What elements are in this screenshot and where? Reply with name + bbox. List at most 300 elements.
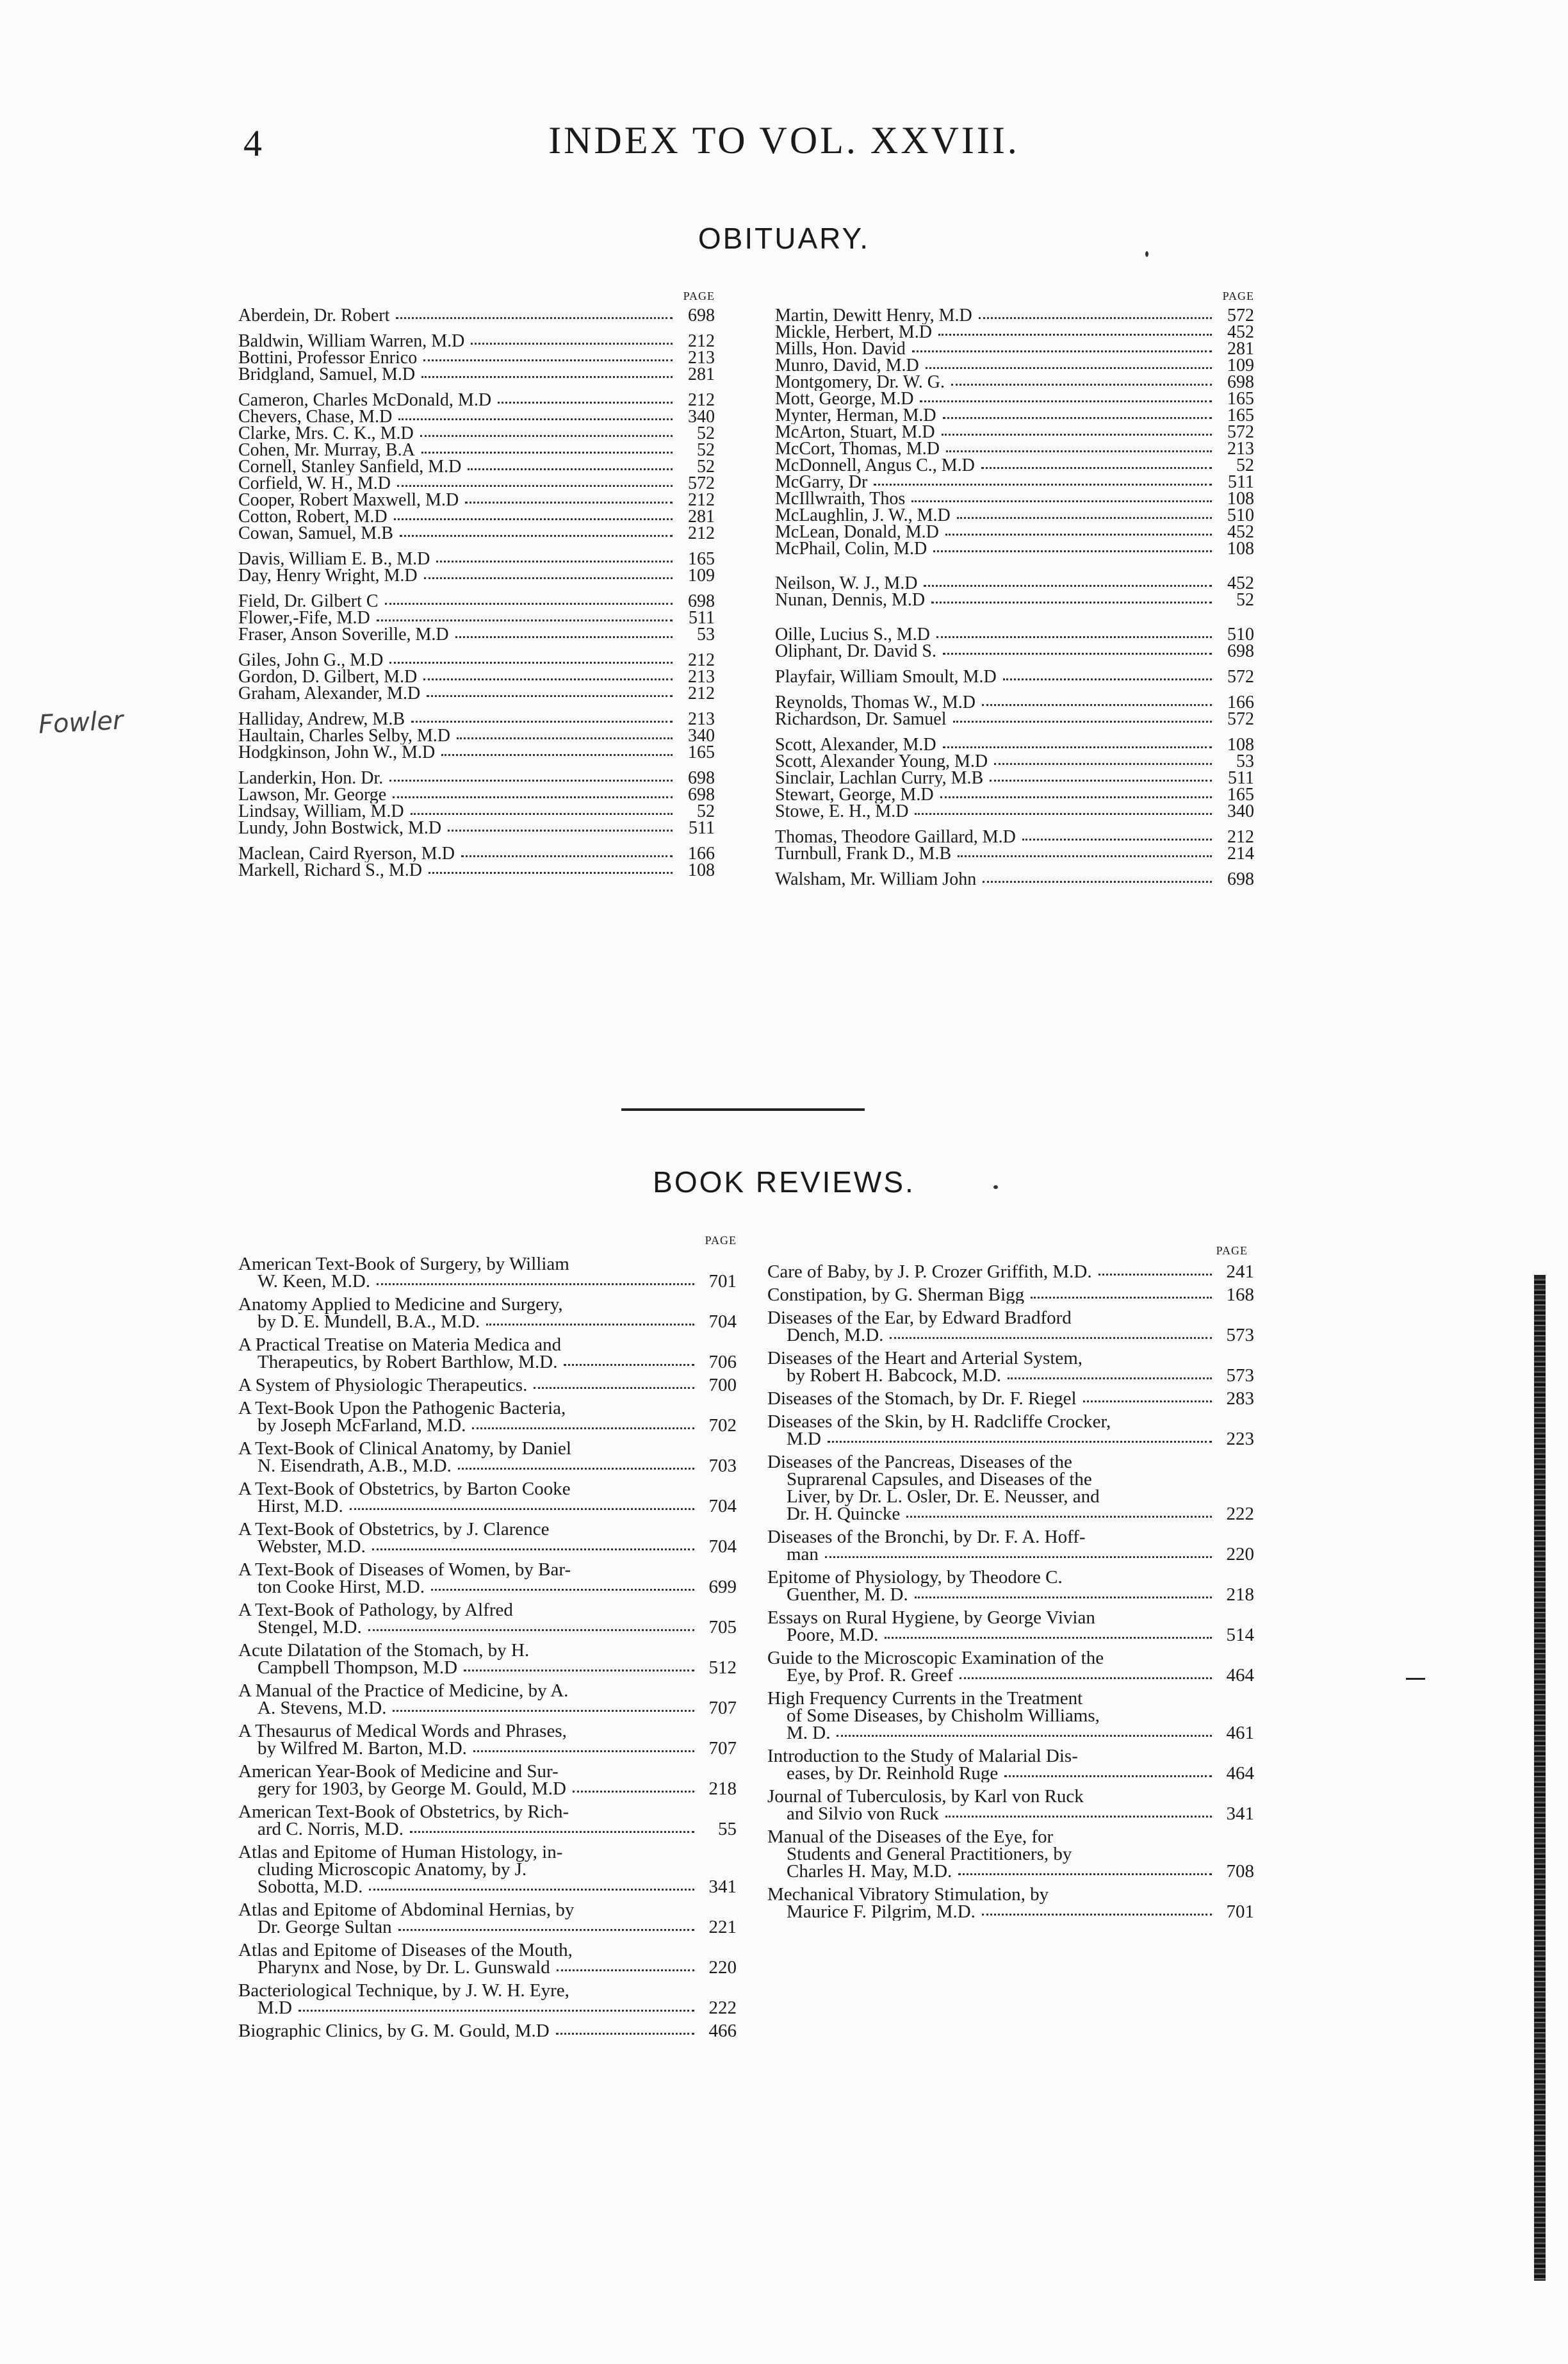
dot-leader xyxy=(1004,1775,1212,1777)
obituary-name: Richardson, Dr. Samuel xyxy=(775,711,947,728)
dot-leader xyxy=(837,1735,1212,1737)
review-line-last xyxy=(767,1546,1254,1563)
obituary-name: Cohen, Mr. Murray, B.A xyxy=(238,442,415,459)
running-head: INDEX TO VOL. XXVIII. xyxy=(548,119,1020,161)
review-entry xyxy=(767,1569,1254,1604)
review-page: 514 xyxy=(1226,1625,1254,1644)
obituary-entry xyxy=(238,551,715,568)
review-entry xyxy=(238,1296,737,1331)
obituary-entry xyxy=(775,357,1254,374)
obituary-page: 511 xyxy=(689,610,715,627)
obituary-entry xyxy=(775,474,1254,491)
obituary-entry xyxy=(775,324,1254,341)
dot-leader xyxy=(429,871,673,874)
obituary-name: Corfield, W. H., M.D xyxy=(238,475,391,492)
review-line: by Joseph McFarland, M.D. xyxy=(257,1415,466,1434)
obituary-entry xyxy=(238,308,715,324)
obituary-name: Lundy, John Bostwick, M.D xyxy=(238,820,442,837)
review-line: of Some Diseases, by Chisholm Williams, xyxy=(787,1705,1100,1726)
review-page: 220 xyxy=(1226,1544,1254,1563)
obituary-entry xyxy=(238,350,715,366)
obituary-name: Walsham, Mr. William John xyxy=(775,871,977,888)
review-line: A Thesaurus of Medical Words and Phrases, xyxy=(238,1723,567,1741)
review-line: Webster, M.D. xyxy=(257,1536,366,1555)
review-entry xyxy=(238,1521,737,1555)
review-page: 168 xyxy=(1226,1286,1254,1304)
obituary-page: 213 xyxy=(688,669,715,685)
obituary-name: McPhail, Colin, M.D xyxy=(775,541,927,557)
review-line: A Text-Book of Pathology, by Alfred xyxy=(238,1602,513,1620)
obituary-entry xyxy=(238,492,715,509)
obituary-entry xyxy=(238,652,715,669)
obituary-name: McLaughlin, J. W., M.D xyxy=(775,507,951,524)
dot-leader xyxy=(1022,837,1212,841)
review-line: man xyxy=(787,1544,819,1563)
review-entry xyxy=(238,1723,737,1757)
review-line: A. Stevens, M.D. xyxy=(257,1698,387,1717)
obituary-page: 213 xyxy=(688,350,715,366)
obituary-page: 165 xyxy=(1227,787,1254,803)
dot-leader xyxy=(943,416,1212,419)
obituary-page: 52 xyxy=(1236,457,1254,474)
obituary-page: 165 xyxy=(1227,407,1254,424)
review-line: Atlas and Epitome of Abdominal Hernias, by xyxy=(238,1901,575,1920)
obituary-page: 510 xyxy=(1227,627,1254,643)
review-entry xyxy=(238,1803,737,1838)
entry-gap xyxy=(775,685,1254,694)
dot-leader xyxy=(890,1337,1212,1339)
obituary-entry xyxy=(775,374,1254,391)
obituary-page: 698 xyxy=(1227,374,1254,391)
review-line-last xyxy=(767,1431,1254,1448)
dot-leader xyxy=(350,1508,694,1510)
dot-leader xyxy=(394,517,673,520)
review-entry xyxy=(238,1642,737,1677)
review-entry xyxy=(238,1982,737,2017)
dot-leader xyxy=(377,1283,694,1285)
obituary-name: Baldwin, William Warren, M.D xyxy=(238,333,465,350)
review-line-last xyxy=(238,1498,737,1515)
dot-leader xyxy=(465,500,673,504)
obituary-entry xyxy=(775,737,1254,753)
obituary-page: 213 xyxy=(688,711,715,728)
review-line: A Text-Book Upon the Pathogenic Bacteria, xyxy=(238,1400,566,1418)
obituary-page: 212 xyxy=(688,685,715,702)
dot-leader xyxy=(958,1873,1212,1875)
obituary-page: 698 xyxy=(688,593,715,610)
review-line: Diseases of the Stomach, by Dr. F. Riegel xyxy=(767,1390,1077,1408)
dot-leader xyxy=(427,694,673,697)
dot-leader xyxy=(400,534,673,537)
dot-leader xyxy=(920,399,1212,402)
obituary-entry xyxy=(238,770,715,787)
dot-leader xyxy=(397,484,673,487)
review-line-last xyxy=(767,1903,1254,1921)
review-line-last xyxy=(238,1780,737,1798)
review-line-last xyxy=(238,1959,737,1976)
obituary-name: McDonnell, Angus C., M.D xyxy=(775,457,975,474)
review-line: Biographic Clinics, by G. M. Gould, M.D xyxy=(238,2023,550,2040)
obituary-page: 572 xyxy=(688,475,715,492)
obituary-entry xyxy=(238,627,715,643)
dot-leader xyxy=(431,1589,694,1591)
dot-leader xyxy=(926,366,1212,369)
obituary-page: 340 xyxy=(1227,803,1254,820)
obituary-entry xyxy=(775,491,1254,507)
obituary-entry xyxy=(775,643,1254,660)
obituary-entry xyxy=(238,787,715,803)
obituary-page: 212 xyxy=(688,652,715,669)
review-page: 703 xyxy=(708,1456,737,1475)
dot-leader xyxy=(411,812,673,815)
review-line: by D. E. Mundell, B.A., M.D. xyxy=(257,1311,480,1331)
dot-leader xyxy=(942,432,1212,436)
obituary-name: Playfair, William Smoult, M.D xyxy=(775,669,997,685)
obituary-page: 108 xyxy=(1227,491,1254,507)
review-line: Sobotta, M.D. xyxy=(257,1876,363,1896)
review-line-last xyxy=(767,1805,1254,1823)
review-page: 222 xyxy=(708,1998,737,2017)
review-line: by Wilfred M. Barton, M.D. xyxy=(257,1738,467,1757)
obituary-page: 109 xyxy=(688,568,715,584)
review-entry xyxy=(238,1336,737,1371)
obituary-name: Lindsay, William, M.D xyxy=(238,803,404,820)
obituary-entry xyxy=(775,457,1254,474)
review-line: American Year-Book of Medicine and Sur- xyxy=(238,1763,559,1782)
obituary-entry xyxy=(238,685,715,702)
dot-leader xyxy=(421,375,673,378)
review-line-last xyxy=(767,1390,1254,1408)
review-line-last xyxy=(767,1667,1254,1684)
dot-leader xyxy=(825,1556,1212,1558)
dot-leader xyxy=(368,1629,694,1631)
obituary-entry xyxy=(775,711,1254,728)
review-entry xyxy=(767,1748,1254,1782)
review-page: 707 xyxy=(708,1738,737,1757)
review-line: Atlas and Epitome of Human Histology, in- xyxy=(238,1844,563,1862)
obituary-name: Cornell, Stanley Sanfield, M.D xyxy=(238,459,462,475)
review-line: Guide to the Microscopic Examination of the xyxy=(767,1650,1104,1668)
dot-leader xyxy=(372,1548,694,1550)
review-line: A Practical Treatise on Materia Medica and xyxy=(238,1336,562,1355)
review-line-last xyxy=(767,1586,1254,1604)
dot-leader xyxy=(410,1831,694,1833)
dot-leader xyxy=(298,2010,694,2012)
dot-leader xyxy=(389,661,673,664)
review-line: Anatomy Applied to Medicine and Surgery, xyxy=(238,1296,563,1315)
dot-leader xyxy=(915,812,1212,815)
review-line-last xyxy=(767,1506,1254,1523)
entry-gap xyxy=(775,820,1254,829)
dot-leader xyxy=(534,1387,694,1389)
review-line-last xyxy=(238,1313,737,1331)
review-entry xyxy=(238,1942,737,1976)
review-entry xyxy=(767,1609,1254,1644)
review-page: 701 xyxy=(1226,1901,1254,1921)
obituary-name: Day, Henry Wright, M.D xyxy=(238,568,418,584)
review-line: Students and General Practitioners, by xyxy=(787,1844,1072,1864)
obituary-name: McLean, Donald, M.D xyxy=(775,524,939,541)
review-entry xyxy=(238,2023,737,2040)
obituary-page: 166 xyxy=(688,846,715,862)
obituary-page: 572 xyxy=(1227,711,1254,728)
review-page: 704 xyxy=(708,1496,737,1515)
entry-gap xyxy=(238,761,715,770)
review-line-last xyxy=(238,1579,737,1596)
ink-speck xyxy=(993,1185,998,1189)
dot-leader xyxy=(464,1670,694,1671)
dot-leader xyxy=(951,382,1212,386)
review-line-last xyxy=(238,1377,737,1394)
review-entry xyxy=(238,1377,737,1394)
review-page: 702 xyxy=(708,1415,737,1434)
obituary-entry xyxy=(238,820,715,837)
obituary-entry xyxy=(238,366,715,383)
obituary-name: McGarry, Dr xyxy=(775,474,868,491)
dot-leader xyxy=(979,316,1212,319)
dot-leader xyxy=(564,1364,694,1366)
review-line: M. D. xyxy=(787,1723,831,1742)
entry-gap xyxy=(775,618,1254,627)
obituary-name: Nunan, Dennis, M.D xyxy=(775,592,926,609)
obituary-entry xyxy=(775,829,1254,846)
review-entry xyxy=(767,1529,1254,1563)
review-entry xyxy=(238,1682,737,1717)
obituary-entry xyxy=(238,333,715,350)
entry-gap xyxy=(238,324,715,333)
obituary-name: Turnbull, Frank D., M.B xyxy=(775,846,952,862)
dot-leader xyxy=(436,559,673,562)
review-entry xyxy=(238,1844,737,1896)
review-line: Acute Dilatation of the Stomach, by H. xyxy=(238,1642,530,1661)
review-line: by Robert H. Babcock, M.D. xyxy=(787,1365,1002,1384)
dot-leader xyxy=(398,417,673,420)
handwritten-margin-note: Fowler xyxy=(37,705,124,740)
page-number: 4 xyxy=(243,122,262,164)
review-page: 704 xyxy=(708,1311,737,1331)
review-line: ard C. Norris, M.D. xyxy=(257,1819,404,1838)
obituary-page: 52 xyxy=(697,459,715,475)
obituary-page: 109 xyxy=(1227,357,1254,374)
dot-leader xyxy=(457,736,673,739)
review-line-last xyxy=(238,1999,737,2017)
review-page: 573 xyxy=(1226,1365,1254,1384)
dot-leader xyxy=(423,677,673,680)
dot-leader xyxy=(557,1969,694,1971)
obituary-page: 52 xyxy=(697,425,715,442)
obituary-name: Munro, David, M.D xyxy=(775,357,919,374)
dot-leader xyxy=(945,1816,1212,1818)
review-line: Bacteriological Technique, by J. W. H. Eyre, xyxy=(238,1982,569,2001)
obituary-page: 213 xyxy=(1227,441,1254,457)
dot-leader xyxy=(936,635,1212,638)
review-line-last xyxy=(238,1919,737,1936)
dot-leader xyxy=(389,778,673,782)
review-line: and Silvio von Ruck xyxy=(787,1803,939,1823)
review-page: 241 xyxy=(1226,1263,1254,1281)
review-line-last xyxy=(767,1765,1254,1782)
obituary-page: 572 xyxy=(1227,308,1254,324)
review-line-last xyxy=(238,1417,737,1434)
obituary-page: 52 xyxy=(1236,592,1254,609)
reviews-left-column xyxy=(238,1256,737,2046)
review-line: Pharynx and Nose, by Dr. L. Gunswald xyxy=(257,1957,550,1976)
review-line: M.D xyxy=(257,1998,292,2017)
dot-leader xyxy=(924,584,1212,587)
review-line-last xyxy=(238,1821,737,1838)
dot-leader xyxy=(828,1441,1212,1443)
obituary-name: Bridgland, Samuel, M.D xyxy=(238,366,416,383)
review-page: 704 xyxy=(708,1536,737,1555)
dot-leader xyxy=(982,1914,1212,1916)
review-line: Mechanical Vibratory Stimulation, by xyxy=(767,1886,1049,1905)
review-line: Constipation, by G. Sherman Bigg xyxy=(767,1286,1025,1304)
obituary-name: Neilson, W. J., M.D xyxy=(775,575,918,592)
dot-leader xyxy=(472,1427,694,1429)
obituary-page: 108 xyxy=(688,862,715,879)
obituary-page: 510 xyxy=(1227,507,1254,524)
obituary-name: Davis, William E. B., M.D xyxy=(238,551,430,568)
reviews-right-column xyxy=(767,1263,1254,1926)
review-entry xyxy=(767,1690,1254,1742)
entry-gap xyxy=(238,584,715,593)
obituary-name: Mills, Hon. David xyxy=(775,341,906,357)
margin-mark xyxy=(1406,1678,1425,1680)
obituary-name: Markell, Richard S., M.D xyxy=(238,862,422,879)
obituary-name: Hodgkinson, John W., M.D xyxy=(238,744,436,761)
review-line-last xyxy=(767,1367,1254,1384)
review-line: gery for 1903, by George M. Gould, M.D xyxy=(257,1778,566,1798)
review-line: Stengel, M.D. xyxy=(257,1617,362,1636)
entry-gap xyxy=(775,566,1254,575)
entry-gap xyxy=(775,609,1254,618)
entry-gap xyxy=(238,542,715,551)
review-line: Dr. George Sultan xyxy=(257,1917,392,1936)
review-line: ton Cooke Hirst, M.D. xyxy=(257,1577,425,1596)
obituary-page: 698 xyxy=(688,787,715,803)
review-line: American Text-Book of Surgery, by William xyxy=(238,1256,569,1274)
dot-leader xyxy=(945,532,1212,536)
review-line: cluding Microscopic Anatomy, by J. xyxy=(257,1859,527,1880)
review-line: Liver, by Dr. L. Osler, Dr. E. Neusser, and xyxy=(787,1486,1100,1507)
obituary-name: Sinclair, Lachlan Curry, M.B xyxy=(775,770,984,787)
review-entry xyxy=(767,1413,1254,1448)
review-entry xyxy=(238,1256,737,1290)
review-line: Maurice F. Pilgrim, M.D. xyxy=(787,1901,976,1921)
obituary-page: 212 xyxy=(688,392,715,409)
dot-leader xyxy=(423,358,673,361)
book-reviews-title: BOOK REVIEWS. xyxy=(653,1165,915,1199)
obituary-page: 53 xyxy=(697,627,715,643)
dot-leader xyxy=(946,449,1212,452)
dot-leader xyxy=(915,1597,1212,1598)
obituary-name: Lawson, Mr. George xyxy=(238,787,387,803)
dot-leader xyxy=(420,434,673,437)
review-line: A Text-Book of Diseases of Women, by Bar- xyxy=(238,1561,571,1580)
dot-leader xyxy=(990,778,1212,782)
dot-leader xyxy=(940,795,1212,798)
dot-leader xyxy=(411,719,673,723)
review-line: Essays on Rural Hygiene, by George Vivian xyxy=(767,1609,1095,1628)
review-line: High Frequency Currents in the Treatment xyxy=(767,1690,1083,1709)
ink-speck xyxy=(1145,251,1148,257)
reviews-left-page-label: PAGE xyxy=(705,1234,737,1247)
review-entry xyxy=(238,1481,737,1515)
dot-leader xyxy=(1083,1400,1212,1402)
review-page: 221 xyxy=(708,1917,737,1936)
review-entry xyxy=(767,1350,1254,1384)
obituary-name: Gordon, D. Gilbert, M.D xyxy=(238,669,418,685)
dot-leader xyxy=(421,450,673,454)
obituary-entry xyxy=(238,525,715,542)
review-line: M.D xyxy=(787,1429,821,1448)
obituary-page: 281 xyxy=(688,366,715,383)
review-page: 222 xyxy=(1226,1504,1254,1523)
obituary-entry xyxy=(775,592,1254,609)
obituary-entry xyxy=(775,787,1254,803)
review-entry xyxy=(767,1788,1254,1823)
review-page: 699 xyxy=(708,1577,737,1596)
obituary-entry xyxy=(775,524,1254,541)
obituary-name: Bottini, Professor Enrico xyxy=(238,350,418,366)
obituary-page: 452 xyxy=(1227,575,1254,592)
entry-gap xyxy=(238,643,715,652)
obituary-entry xyxy=(238,744,715,761)
review-line: American Text-Book of Obstetrics, by Rich- xyxy=(238,1803,569,1822)
obituary-page: 698 xyxy=(1227,643,1254,660)
obituary-title: OBITUARY. xyxy=(698,222,870,255)
review-line: Eye, by Prof. R. Greef xyxy=(787,1665,954,1684)
review-line: eases, by Dr. Reinhold Ruge xyxy=(787,1763,999,1782)
obituary-entry xyxy=(775,541,1254,557)
review-line: A System of Physiologic Therapeutics. xyxy=(238,1377,528,1394)
obituary-name: Maclean, Caird Ryerson, M.D xyxy=(238,846,455,862)
obituary-name: Landerkin, Hon. Dr. xyxy=(238,770,384,787)
obituary-name: Mynter, Herman, M.D xyxy=(775,407,936,424)
review-page: 218 xyxy=(708,1778,737,1798)
review-entry xyxy=(238,1763,737,1798)
obituary-entry xyxy=(775,803,1254,820)
obituary-page: 212 xyxy=(688,525,715,542)
obituary-page: 511 xyxy=(1228,474,1254,491)
obituary-name: Halliday, Andrew, M.B xyxy=(238,711,405,728)
review-line: Epitome of Physiology, by Theodore C. xyxy=(767,1569,1063,1588)
review-page: 341 xyxy=(1226,1803,1254,1823)
obituary-page: 340 xyxy=(688,409,715,425)
entry-gap xyxy=(775,660,1254,669)
review-line-last xyxy=(238,1354,737,1371)
review-page: 701 xyxy=(708,1271,737,1290)
obituary-page: 511 xyxy=(689,820,715,837)
obituary-entry xyxy=(775,871,1254,888)
dot-leader xyxy=(994,762,1212,765)
dot-leader xyxy=(982,703,1212,706)
obituary-right-page-label: PAGE xyxy=(1222,290,1254,302)
obituary-page: 212 xyxy=(688,492,715,509)
dot-leader xyxy=(938,332,1212,336)
obituary-name: Aberdein, Dr. Robert xyxy=(238,308,390,324)
obituary-entry xyxy=(238,711,715,728)
dot-leader xyxy=(486,1324,694,1326)
review-line: Dench, M.D. xyxy=(787,1325,884,1344)
obituary-entry xyxy=(238,593,715,610)
obituary-name: McArton, Stuart, M.D xyxy=(775,424,935,441)
obituary-name: Field, Dr. Gilbert C xyxy=(238,593,379,610)
obituary-entry xyxy=(238,803,715,820)
dot-leader xyxy=(953,719,1212,723)
dot-leader xyxy=(885,1637,1212,1639)
obituary-entry xyxy=(238,475,715,492)
